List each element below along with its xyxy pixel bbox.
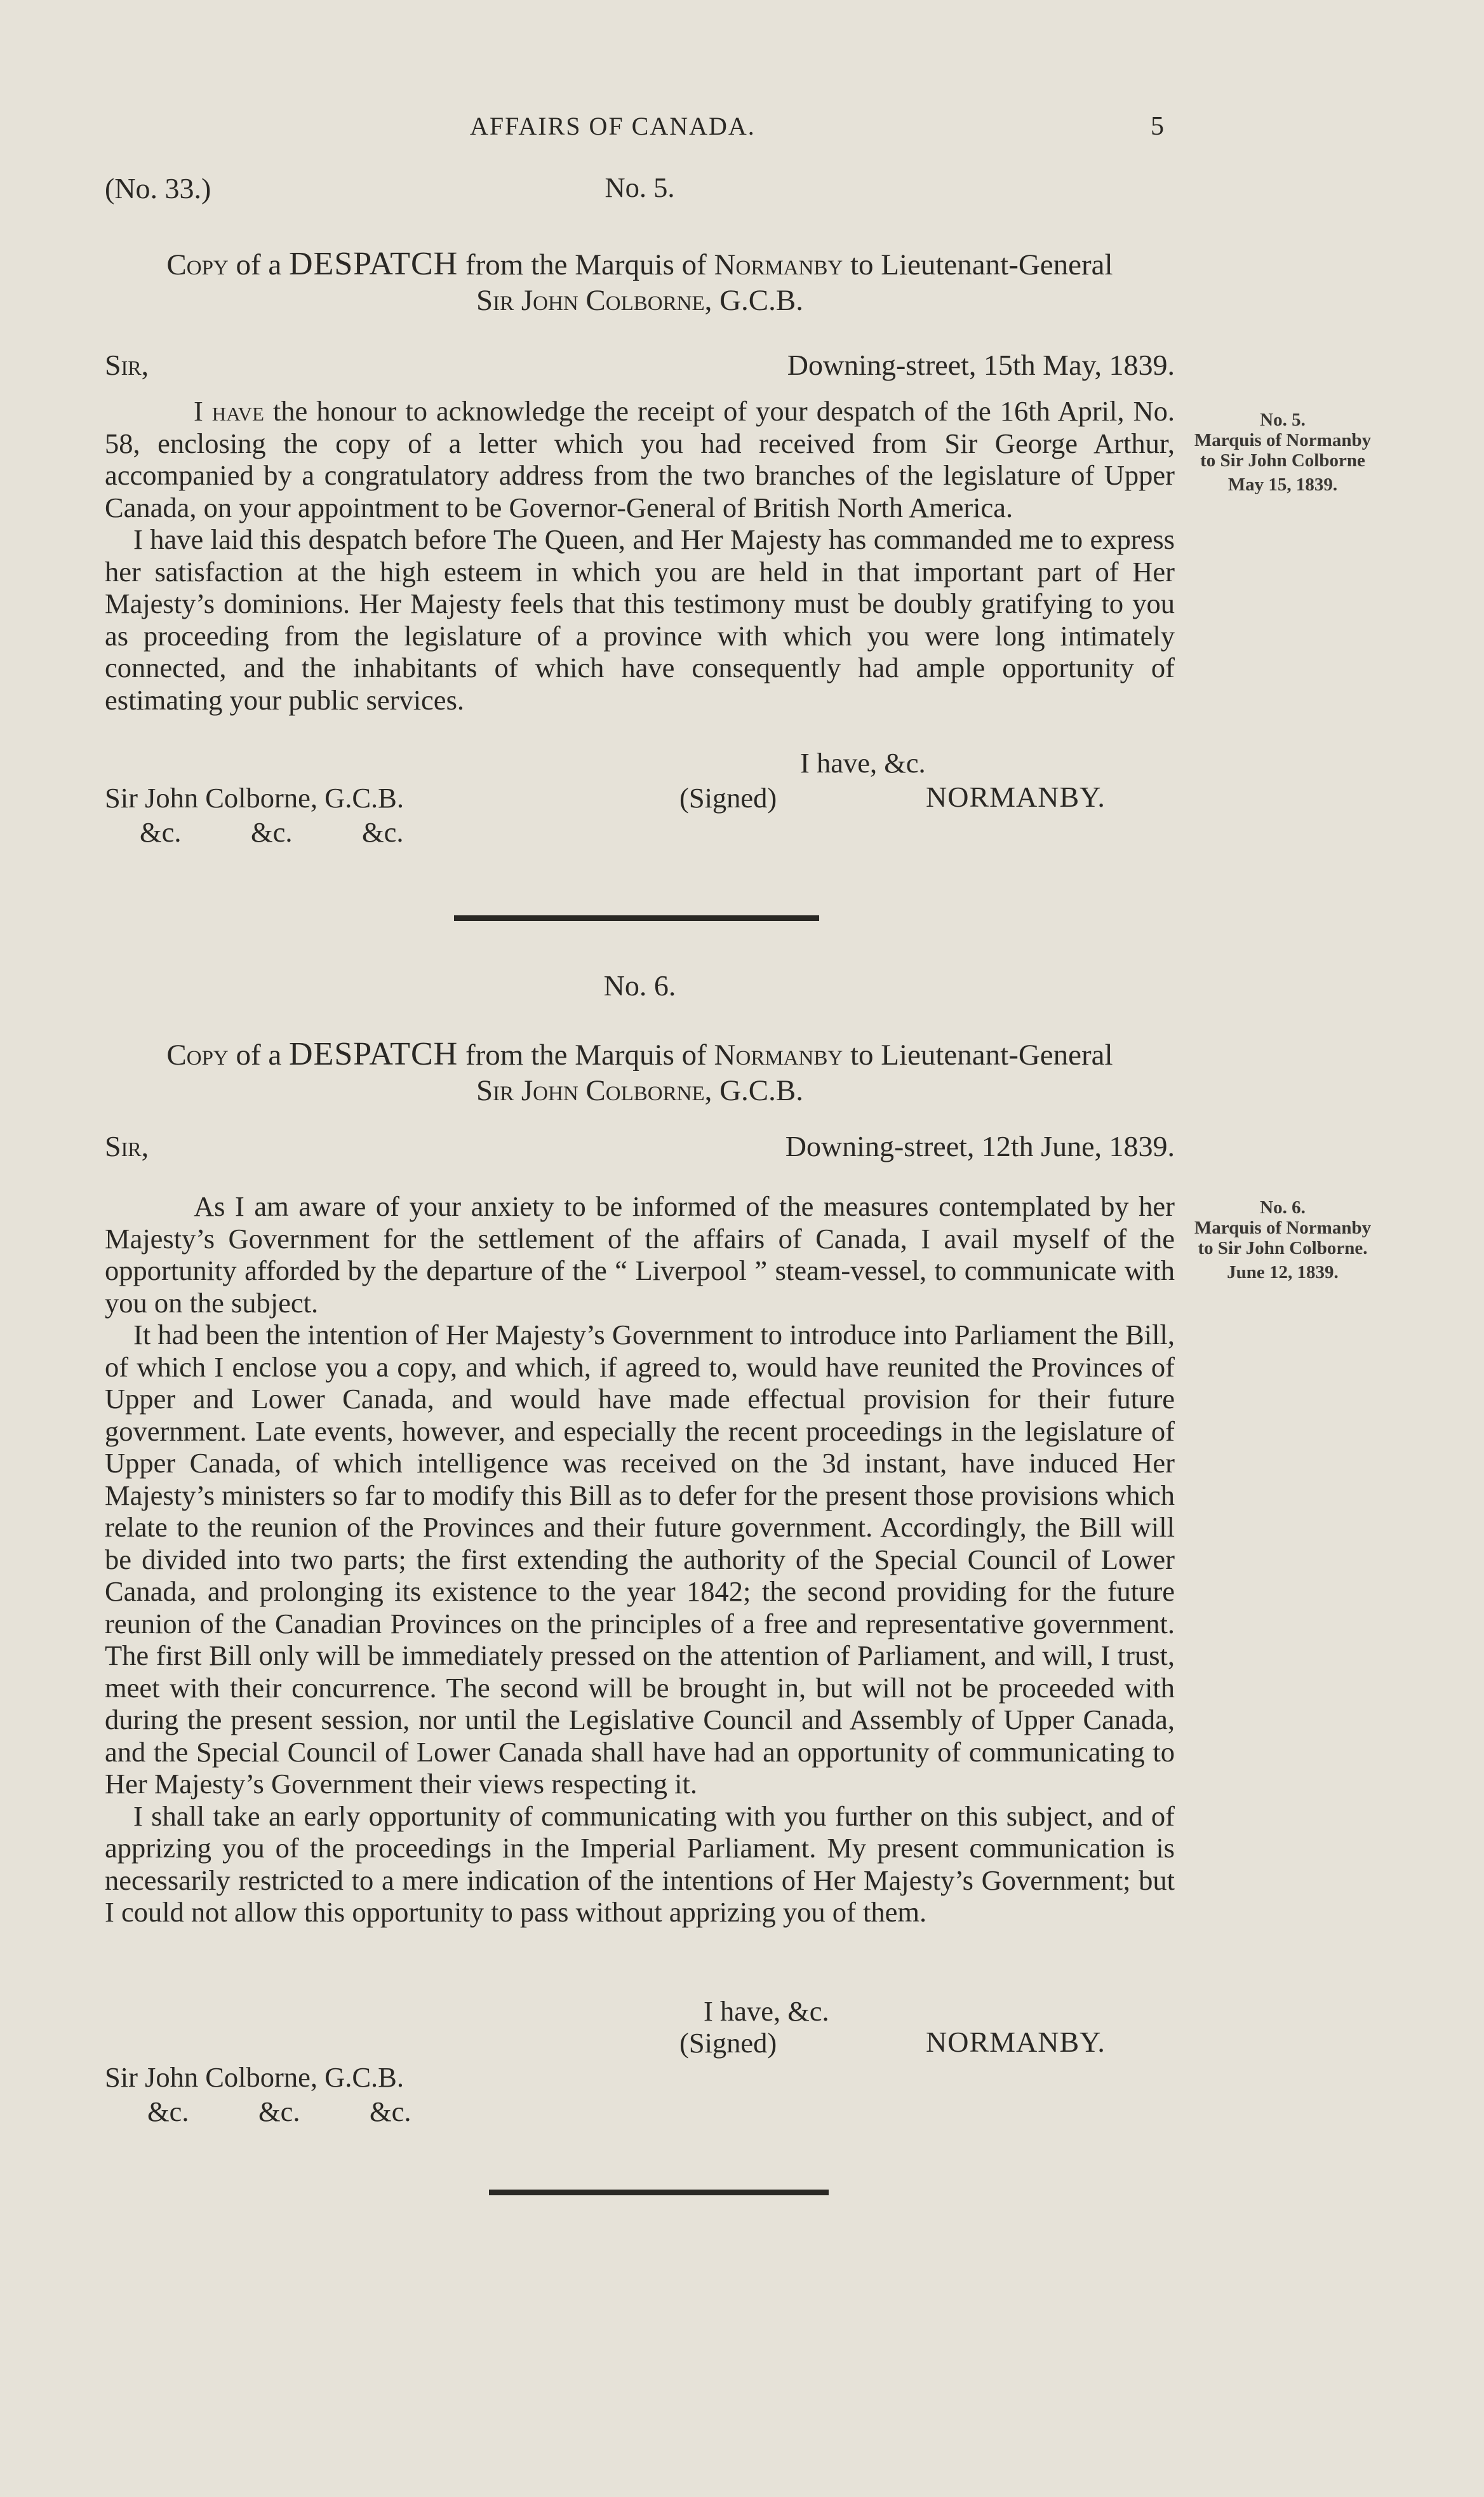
dateline: Downing-street, 12th June, 1839. <box>785 1130 1175 1162</box>
salutation: Sir, <box>105 1130 149 1162</box>
title-end: to Lieutenant-General <box>850 1039 1113 1072</box>
title-normanby: Normanby <box>714 248 843 281</box>
paragraph-text: am aware of your anxiety to be informed of the measures contemplated by her Majesty’s Government for the settlement of the affairs of Canada, I avail myself of the opportunity afforded by the departure of the “ Liverpool ” steam-vessel, to communicate with you on the subject. <box>105 1190 1175 1319</box>
despatch-title-line1 <box>105 246 1175 283</box>
title-end: to Lieutenant-General <box>850 248 1113 281</box>
letter-body <box>105 1190 1175 1928</box>
running-title: AFFAIRS OF CANADA. <box>470 112 756 140</box>
lead-words: I have <box>194 395 264 427</box>
signature: NORMANBY. <box>926 781 1106 813</box>
despatch-title-line2: Sir John Colborne, G.C.B. <box>476 1074 803 1107</box>
section-divider <box>489 2190 829 2195</box>
etcetera <box>147 2095 481 2128</box>
title-copy: Copy <box>166 248 229 281</box>
margin-note-line: to Sir John Colborne. <box>1198 1238 1368 1258</box>
despatch-number: No. 5. <box>605 172 675 203</box>
signed-label: (Signed) <box>679 782 777 814</box>
margin-note-line: No. 6. <box>1260 1197 1306 1218</box>
title-mid: from the Marquis of <box>465 248 707 281</box>
closing: I have, &c. <box>704 1995 829 2027</box>
despatch-title-line1 <box>105 1037 1175 1073</box>
paragraph <box>105 395 1175 523</box>
etc-item: &c. <box>251 816 293 848</box>
title-copy: Copy <box>166 1039 229 1072</box>
page-number: 5 <box>1151 112 1164 141</box>
paragraph <box>105 1190 1175 1319</box>
paragraph: I shall take an early opportunity of communicating with you further on this subject, and of apprizing you of the proceedings in the Imperial Parliament. My present communication is necessarily restricted to a mere indication of the intentions of Her Majesty’s Government; but I could not allow this opportunity to pass without apprizing you of them. <box>105 1800 1175 1928</box>
title-despatch: DESPATCH <box>289 1036 458 1072</box>
despatch-title <box>105 246 1175 318</box>
title-mid: from the Marquis of <box>465 1039 707 1072</box>
etc-item: &c. <box>258 2096 300 2127</box>
margin-note-line: No. 5. <box>1260 410 1306 430</box>
signed-label: (Signed) <box>679 2027 777 2059</box>
lead-words: As I <box>194 1190 244 1222</box>
despatch-title <box>105 1037 1175 1108</box>
document-reference: (No. 33.) <box>105 172 211 205</box>
salutation-row <box>105 1131 1175 1163</box>
margin-note-line: May 15, 1839. <box>1227 474 1338 495</box>
addressee: Sir John Colborne, G.C.B. <box>105 782 404 814</box>
section-divider <box>454 915 819 921</box>
etcetera <box>140 816 473 849</box>
title-of-a: of a <box>236 1039 282 1072</box>
salutation-row <box>105 349 1175 382</box>
etc-item: &c. <box>370 2096 411 2127</box>
salutation: Sir, <box>105 349 149 381</box>
etc-item: &c. <box>147 2096 189 2127</box>
margin-note-line: Marquis of Normanby <box>1194 1218 1372 1238</box>
closing: I have, &c. <box>800 747 926 779</box>
addressee: Sir John Colborne, G.C.B. <box>105 2061 404 2093</box>
title-normanby: Normanby <box>714 1039 843 1072</box>
etc-item: &c. <box>362 816 404 848</box>
margin-note-line: Marquis of Normanby <box>1194 430 1372 450</box>
etc-item: &c. <box>140 816 182 848</box>
paragraph: It had been the intention of Her Majesty’s Government to introduce into Parliament the Bill, of which I enclose you a copy, and which, if agreed to, would have reunited the Provinces of Upper and Lower Canada, and would have made effectual provision for their future government. Late events, however, and especially the recent proceedings in the legislature of Upper Canada, of which intelligence was received on the 3d instant, have induced Her Majesty’s ministers so far to modify this Bill as to defer for the present those provisions which relate to the reunion of the Provinces and their future government. Accordingly, the Bill will be divided into two parts; the first extending the authority of the Special Council of Lower Canada, and prolonging its existence to the year 1842; the second providing for the future reunion of the Canadian Provinces on the principles of a free and representative government. The first Bill only will be immediately pressed on the attention of Parliament, and will, I trust, meet with their concurrence. The second will be brought in, but will not be proceeded with during the present session, nor until the Legislative Council and Assembly of Upper Canada, and the Special Council of Lower Canada shall have had an opportunity of communicating to Her Majesty’s Government their views respecting it. <box>105 1319 1175 1800</box>
despatch-number: No. 6. <box>603 969 676 1002</box>
title-of-a: of a <box>236 248 282 281</box>
paragraph: I have laid this despatch before The Queen, and Her Majesty has commanded me to express her satisfaction at the high esteem in which you are held in that important part of Her Majesty’s dominions. Her Majesty feels that this testimony must be doubly gratifying to you as proceeding from the legislature of a province with which you were long intimately connected, and the inhabitants of which have consequently had ample opportunity of estimating your public services. <box>105 523 1175 716</box>
letter-body <box>105 395 1175 716</box>
margin-note-line: June 12, 1839. <box>1227 1262 1339 1282</box>
signature: NORMANBY. <box>926 2026 1106 2058</box>
margin-note <box>1184 410 1381 495</box>
margin-note <box>1184 1197 1381 1282</box>
dateline: Downing-street, 15th May, 1839. <box>787 349 1175 381</box>
margin-note-line: to Sir John Colborne <box>1200 450 1365 471</box>
title-despatch: DESPATCH <box>289 246 458 282</box>
despatch-title-line2: Sir John Colborne, G.C.B. <box>476 284 803 317</box>
paragraph-text: the honour to acknowledge the receipt of your despatch of the 16th April, No. 58, enclosing the copy of a letter which you had received from Sir George Arthur, accompanied by a congratulatory address from the two branches of the legislature of Upper Canada, on your appointment to be Governor-General of British North America. <box>105 395 1175 523</box>
